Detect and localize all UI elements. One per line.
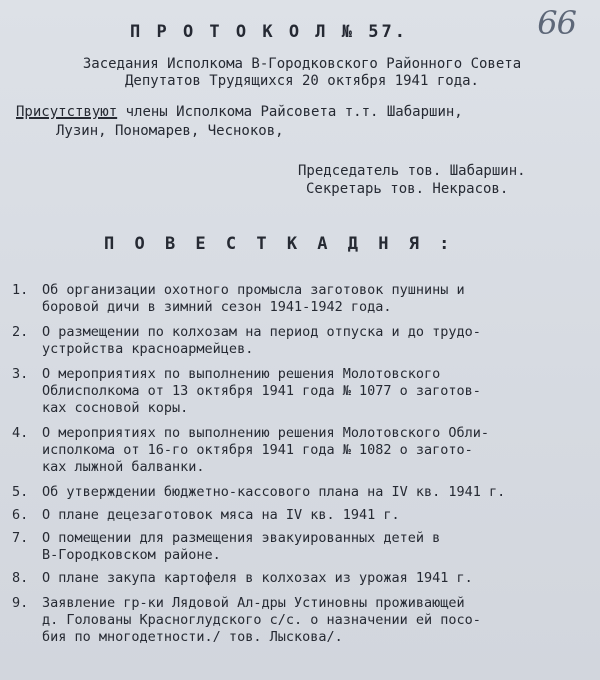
subtitle-line: Депутатов Трудящихся 20 октября 1941 года. — [124, 73, 479, 89]
agenda-item-text — [42, 530, 578, 564]
agenda-item-line: О размещении по колхозам на период отпуска и до трудо- — [42, 324, 481, 340]
agenda-item — [12, 570, 578, 587]
agenda-item — [12, 595, 578, 646]
agenda-item-number: 3. — [12, 366, 29, 382]
agenda-item — [12, 484, 578, 501]
agenda-item-number: 9. — [12, 595, 29, 611]
secretary-line: Секретарь тов. Некрасов. — [306, 181, 509, 197]
agenda-item — [12, 530, 578, 564]
agenda-item-number: 1. — [12, 282, 29, 298]
agenda-item-text — [42, 484, 578, 501]
agenda-item-text — [42, 366, 578, 417]
agenda-item-number: 6. — [12, 507, 29, 523]
protocol-title: П Р О Т О К О Л № 57. — [130, 22, 408, 42]
agenda-item — [12, 425, 578, 476]
agenda-item-line: О мероприятиях по выполнению решения Молотовского — [42, 366, 441, 382]
present-line: члены Исполкома Райсовета т.т. Шабаршин, — [117, 104, 463, 120]
agenda-item-text — [42, 324, 578, 358]
subtitle-line: Заседания Исполкома В-Городковского Районного Совета — [82, 56, 522, 72]
agenda-item-text — [42, 282, 578, 316]
meeting-subtitle — [32, 56, 572, 90]
agenda-item-number: 7. — [12, 530, 29, 546]
agenda-item-line: Облисполкома от 13 октября 1941 года № 1077 о заготов- — [42, 383, 481, 399]
agenda-item-text — [42, 507, 578, 524]
agenda-heading: П О В Е С Т К А Д Н Я : — [104, 234, 455, 254]
agenda-item-line: О плане децезаготовок мяса на IV кв. 1941 г. — [42, 507, 400, 523]
agenda-item-text — [42, 595, 578, 646]
agenda-item — [12, 282, 578, 316]
agenda-list — [12, 282, 578, 646]
chairman-line: Председатель тов. Шабаршин. — [298, 163, 526, 179]
agenda-item-number: 8. — [12, 570, 29, 586]
agenda-item — [12, 324, 578, 358]
agenda-item-line: бия по многодетности./ тов. Лыскова/. — [42, 629, 343, 645]
agenda-item-text — [42, 570, 578, 587]
agenda-item-line: Об утверждении бюджетно-кассового плана на IV кв. 1941 г. — [42, 484, 506, 500]
agenda-item-text — [42, 425, 578, 476]
officials-block — [298, 162, 526, 198]
agenda-item-line: О плане закупа картофеля в колхозах из урожая 1941 г. — [42, 570, 473, 586]
agenda-item-line: О мероприятиях по выполнению решения Молотовского Обли- — [42, 425, 490, 441]
agenda-item-line: Об организации охотного промысла заготовок пушнины и — [42, 282, 465, 298]
agenda-item-line: Заявление гр-ки Лядовой Ал-дры Устиновны проживающей — [42, 595, 465, 611]
present-label: Присутствуют — [16, 104, 118, 120]
agenda-item-line: О помещении для размещения эвакуированных детей в — [42, 530, 441, 546]
agenda-item-line: исполкома от 16-го октября 1941 года № 1082 о загото- — [42, 442, 473, 458]
agenda-item-line: ках сосновой коры. — [42, 400, 189, 416]
agenda-item-number: 5. — [12, 484, 29, 500]
present-line: Лузин, Пономарев, Чесноков, — [56, 123, 284, 139]
agenda-item-number: 4. — [12, 425, 29, 441]
agenda-item-number: 2. — [12, 324, 29, 340]
handwritten-page-number: 66 — [537, 4, 576, 42]
agenda-item-line: боровой дичи в зимний сезон 1941-1942 года. — [42, 299, 392, 315]
agenda-item — [12, 366, 578, 417]
agenda-item-line: В-Городковском районе. — [42, 547, 221, 563]
agenda-item-line: д. Голованы Красноглудского с/с. о назначении ей посо- — [42, 612, 481, 628]
agenda-item-line: ках лыжной балванки. — [42, 459, 205, 475]
agenda-item-line: устройства красноармейцев. — [42, 341, 254, 357]
attendees-block — [16, 103, 576, 141]
agenda-item — [12, 507, 578, 524]
